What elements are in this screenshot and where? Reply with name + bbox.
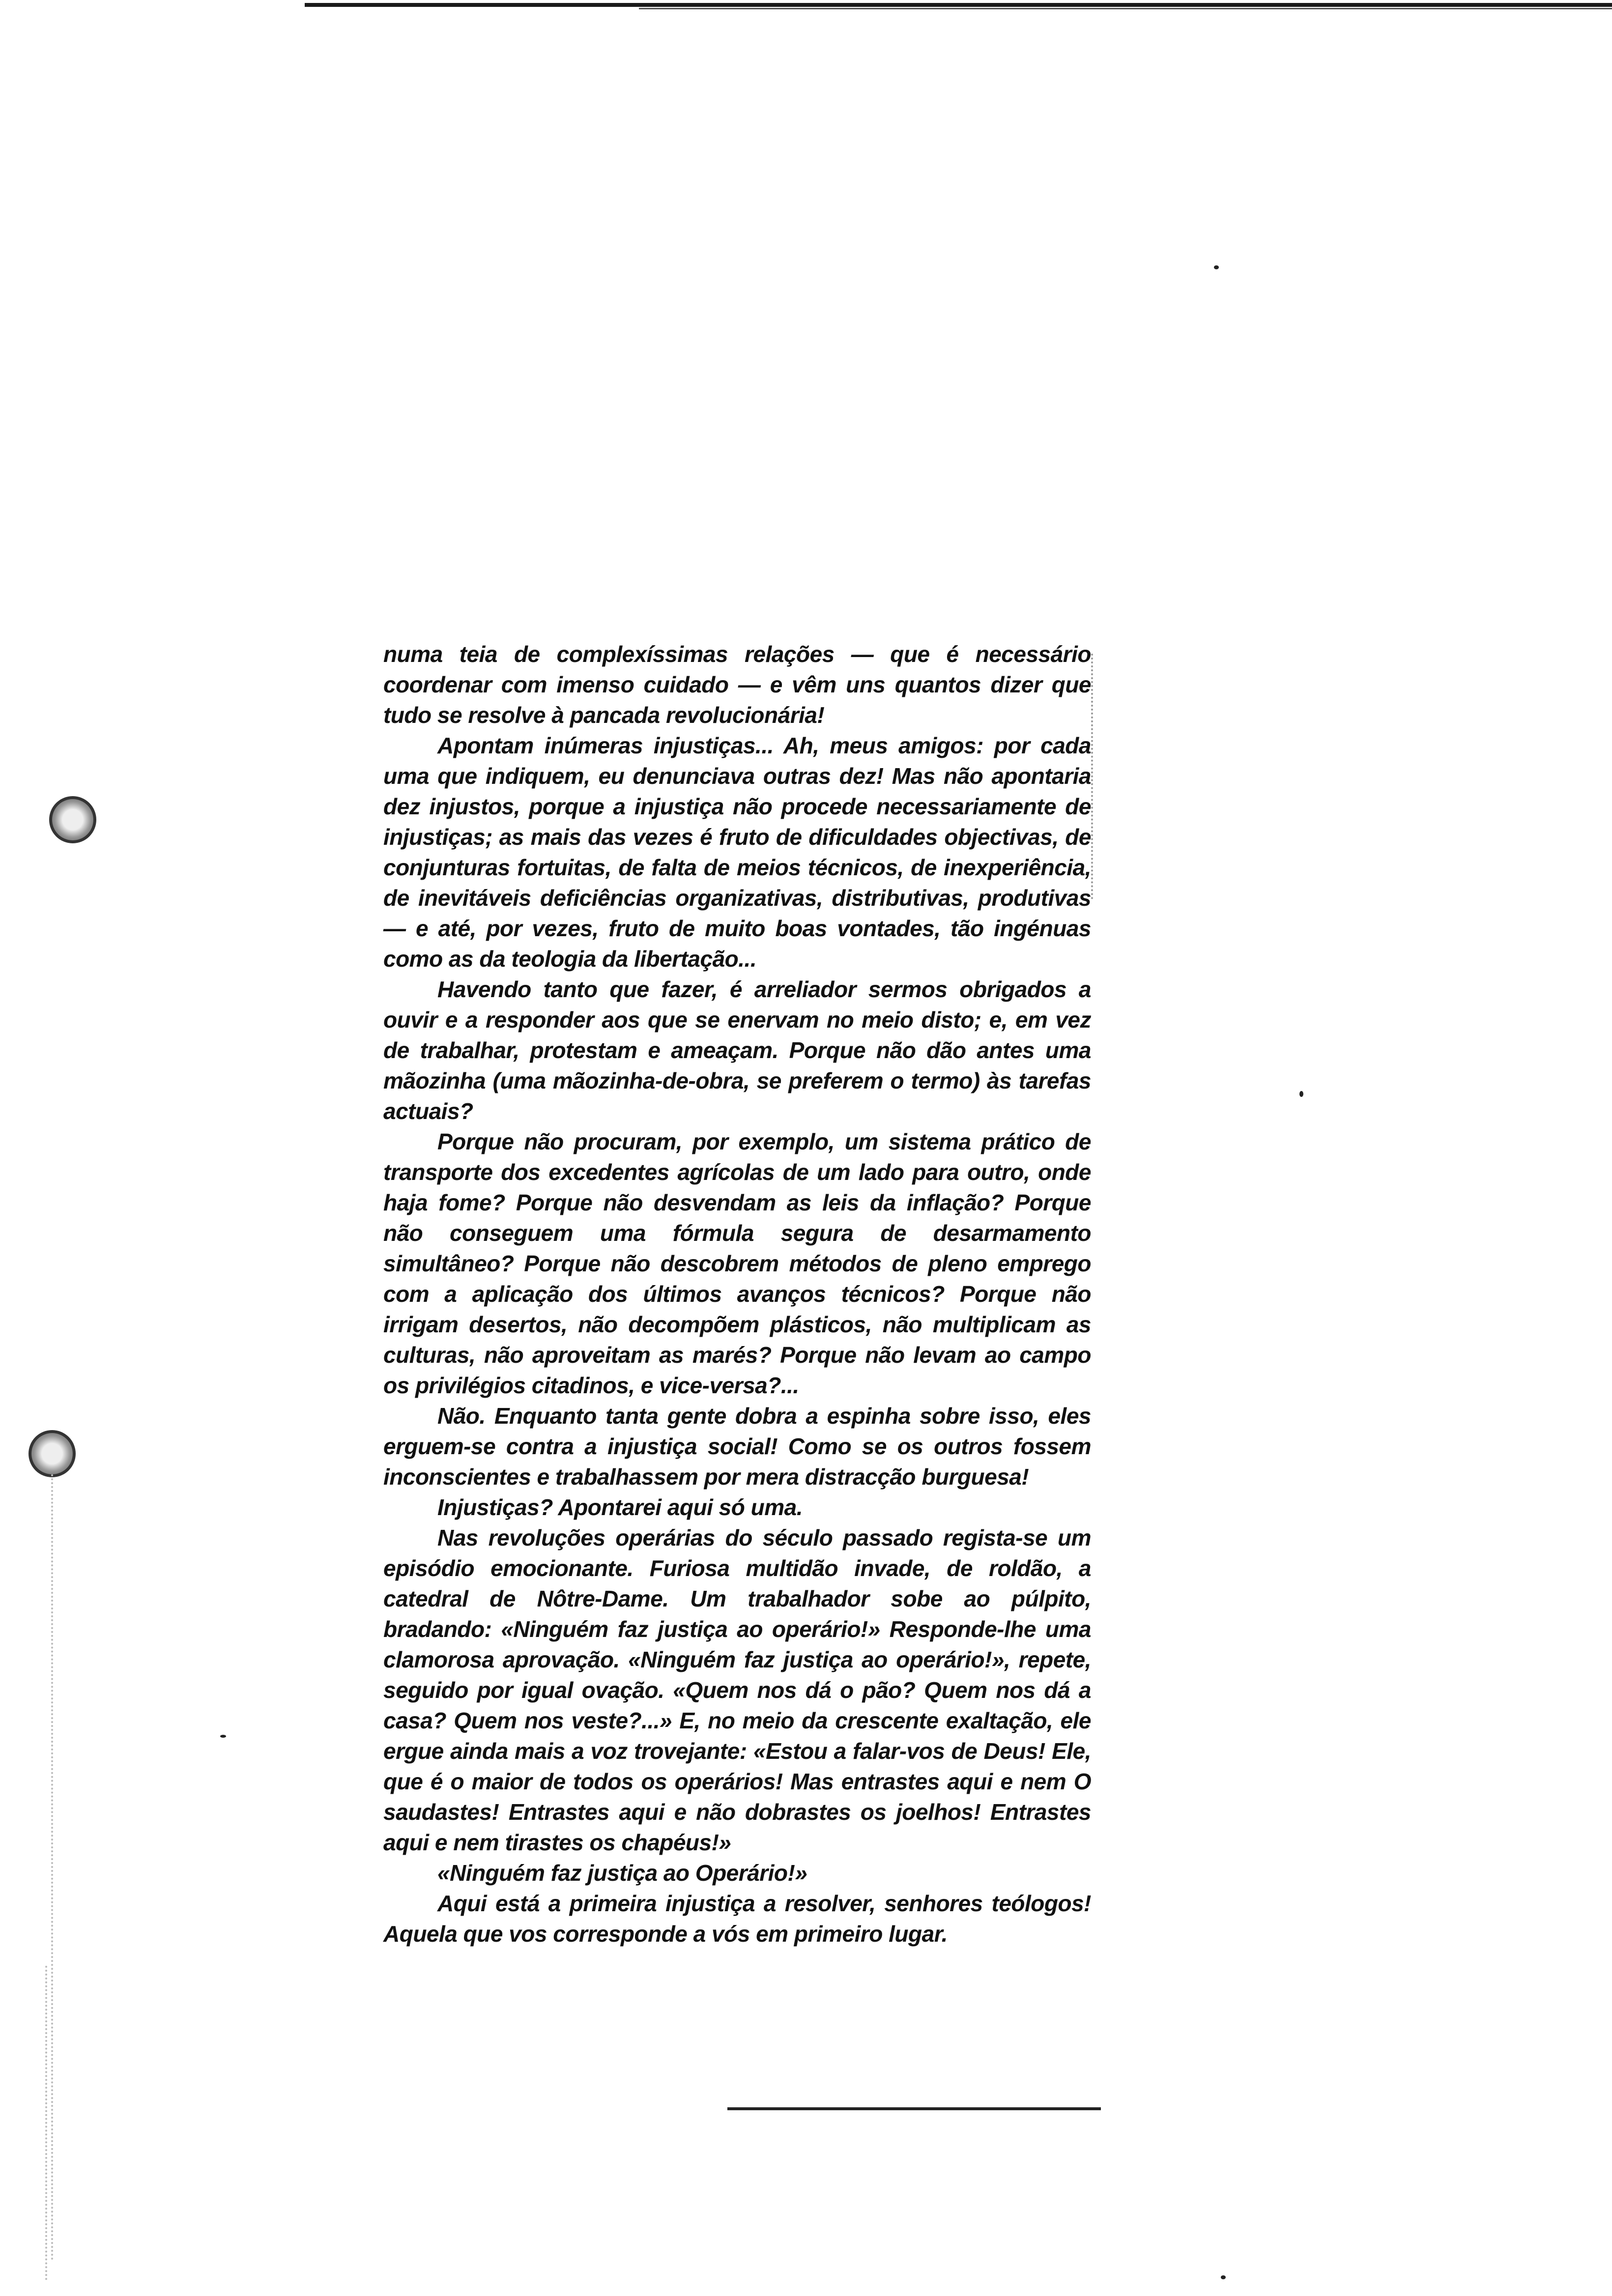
paragraph: Injustiças? Apontarei aqui só uma. [437,1494,803,1520]
punch-hole-lower [29,1430,76,1477]
document-body [383,639,1091,1949]
paragraph: Porque não procuram, por exemplo, um sistema prático de transporte dos excedentes agrícolas de um lado para outro, onde haja fome? Porque não desvendam as leis da inflação? Porque não conseguem uma fórmula segura de desarmamento simultâneo? Porque não descobrem métodos de pleno emprego com a aplicação dos últimos avanços técnicos? Porque não irrigam desertos, não decompõem plásticos, não multiplicam as culturas, não aproveitam as marés? Porque não levam ao campo os privilégios citadinos, e vice-versa?... [383,1129,1091,1398]
paragraph: Havendo tanto que fazer, é arreliador sermos obrigados a ouvir e a responder aos que se enervam no meio disto; e, em vez de trabalhar, protestam e ameaçam. Porque não dão antes uma mãozinha (uma mãozinha-de-obra, se preferem o termo) às tarefas actuais? [383,976,1091,1124]
top-scan-edge [305,3,1612,7]
paragraph: «Ninguém faz justiça ao Operário!» [437,1860,807,1886]
left-edge-noise [51,1474,55,2261]
paragraph: Nas revoluções operárias do século passado regista-se um episódio emocionante. Furiosa multidão invade, de roldão, a catedral de Nôtre-Dame. Um trabalhador sobe ao púlpito, bradando: «Ninguém faz justiça ao operário!» Responde-lhe uma clamorosa aprovação. «Ninguém faz justiça ao operário!», repete, seguido por igual ovação. «Quem nos dá o pão? Quem nos dá a casa? Quem nos veste?...» E, no meio da crescente exaltação, ele ergue ainda mais a voz trovejante: «Estou a falar-vos de Deus! Ele, que é o maior de todos os operários! Mas entrastes aqui e nem O saudastes! Entrastes aqui e não dobrastes os joelhos! Entrastes aqui e nem tirastes os chapéus!» [383,1525,1091,1855]
paragraph: Não. Enquanto tanta gente dobra a espinha sobre isso, eles erguem-se contra a injustiça social! Como se os outros fossem inconscientes e trabalhassem por mera distracção burguesa! [383,1403,1091,1490]
scan-speck [1221,2275,1226,2279]
top-scan-edge-shadow [639,8,1612,9]
scan-speck [220,1735,226,1738]
paragraph: Aqui está a primeira injustiça a resolver, senhores teólogos! Aquela que vos corresponde a vós em primeiro lugar. [383,1891,1091,1947]
paragraph: Apontam inúmeras injustiças... Ah, meus amigos: por cada uma que indiquem, eu denunciava outras dez! Mas não apontaria dez injustos, porque a injustiça não procede necessariamente de injustiças; as mais das vezes é fruto de dificuldades objectivas, de conjunturas fortuitas, de falta de meios técnicos, de inexperiência, de inevitáveis deficiências organizativas, distributivas, produtivas — e até, por vezes, fruto de muito boas vontades, tão ingénuas como as da teologia da libertação... [383,733,1091,972]
page-bottom-rule [727,2107,1101,2110]
left-edge-noise-2 [45,1966,49,2280]
scan-speck [1299,1091,1303,1097]
paragraph: numa teia de complexíssimas relações — que é necessário coordenar com imenso cuidado — e vêm uns quantos dizer que tudo se resolve à pancada revolucionária! [383,641,1091,728]
punch-hole-upper [49,796,96,843]
scan-speck [1214,265,1219,269]
